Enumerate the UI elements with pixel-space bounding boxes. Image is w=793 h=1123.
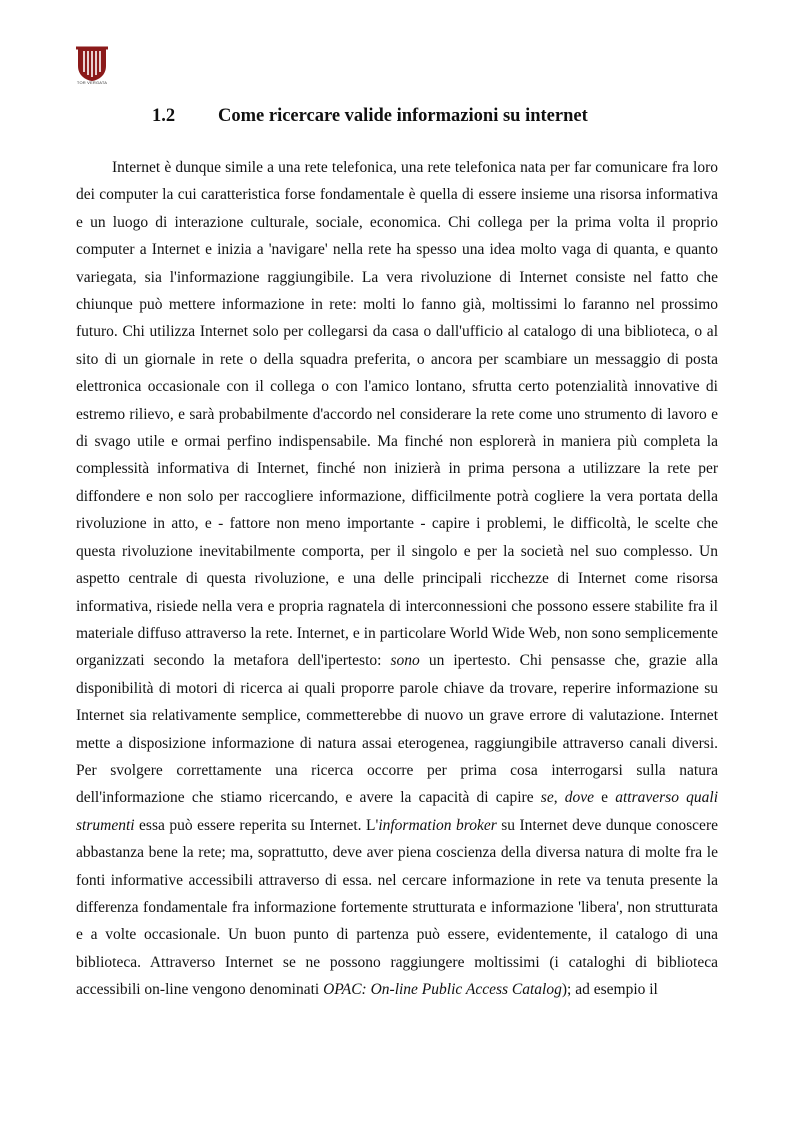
emphasis: se [540,789,554,807]
text-run: su Internet deve dunque conoscere abbastanza bene la rete; ma, soprattutto, deve aver piena coscienza della diversa natura di molte fra le fonti informative accessibili attraverso di essa. nel cercare informazione in rete va tenuta presente la differenza fondamentale fra informazione fortemente strutturata e informazione 'libera', non strutturata e a volte occasionale. Un buon punto di partenza può essere, evidentemente, il catalogo di una biblioteca. Attraverso Internet se ne possono raggiungere moltissimi (i cataloghi di biblioteca accessibili on-line vengono denominati [76,816,718,999]
text-run: essa può essere reperita su Internet. L' [134,816,379,834]
text-run: e [594,789,616,807]
text-run: , [553,789,565,807]
logo-caption: TOR VERGATA [76,80,108,85]
text-run: Internet è dunque simile a una rete telefonica, una rete telefonica nata per far comunicare fra loro dei computer la cui caratteristica forse fondamentale è quella di essere insieme una risorsa informativa e un luogo di interazione culturale, sociale, economica. Chi collega per la prima volta il proprio computer a Internet e inizia a 'navigare' nella rete ha spesso una idea molto vaga di quanta, e quanto variegata, sia l'informazione raggiungibile. La vera rivoluzione di Internet consiste nel fatto che chiunque può mettere informazione in rete: molti lo fanno già, moltissimi lo faranno nel prossimo futuro. Chi utilizza Internet solo per collegarsi da casa o dall'ufficio al catalogo di una biblioteca, o al sito di un giornale in rete o della squadra preferita, o ancora per scambiare un messaggio di posta elettronica occasionale con il collega o con l'amico lontano, sfrutta certo potenzialità innovative di estremo rilievo, e sarà probabilmente d'accordo nel considerare la rete come uno strumento di lavoro e di svago utile e ormai perfino indispensabile. Ma finché non esplorerà in maniera più completa la complessità informativa di Internet, finché non inizierà in prima persona a utilizzare la rete per diffondere e non solo per raccogliere informazione, difficilmente potrà cogliere la vera portata della rivoluzione in atto, e - fattore non meno importante - capire i problemi, le difficoltà, le scelte che questa rivoluzione inevitabilmente comporta, per il singolo e per la società nel suo complesso. Un aspetto centrale di questa rivoluzione, e una delle principali ricchezze di Internet come risorsa informativa, risiede nella vera e propria ragnatela di interconnessioni che possono essere stabilite fra il materiale diffuso attraverso la rete. Internet, e in particolare World Wide Web, non sono semplicemente organizzati secondo la metafora dell'ipertesto: [76,159,718,670]
text-run: un ipertesto. Chi pensasse che, grazie alla disponibilità di motori di ricerca ai quali proporre parole chiave da trovare, reperire informazione su Internet sia relativamente semplice, commetterebbe di nuovo un grave errore di valutazione. Internet mette a disposizione informazione di natura assai eterogenea, raggiungibile attraverso canali diversi. Per svolgere correttamente una ricerca occorre per prima cosa interrogarsi sulla natura dell'informazione che stiamo ricercando, e avere la capacità di capire [76,652,718,807]
body-paragraph [76,154,718,1004]
emphasis: information broker [378,816,497,834]
emphasis: attraverso quali strumenti [76,789,719,834]
section-title: Come ricercare valide informazioni su internet [218,106,588,126]
emphasis: sono [390,652,420,670]
section-number: 1.2 [152,106,176,126]
emphasis: OPAC: On-line Public Access Catalog [323,981,562,999]
text-run: ); ad esempio il [561,981,658,999]
section-heading [152,106,588,127]
emphasis: dove [564,789,595,807]
